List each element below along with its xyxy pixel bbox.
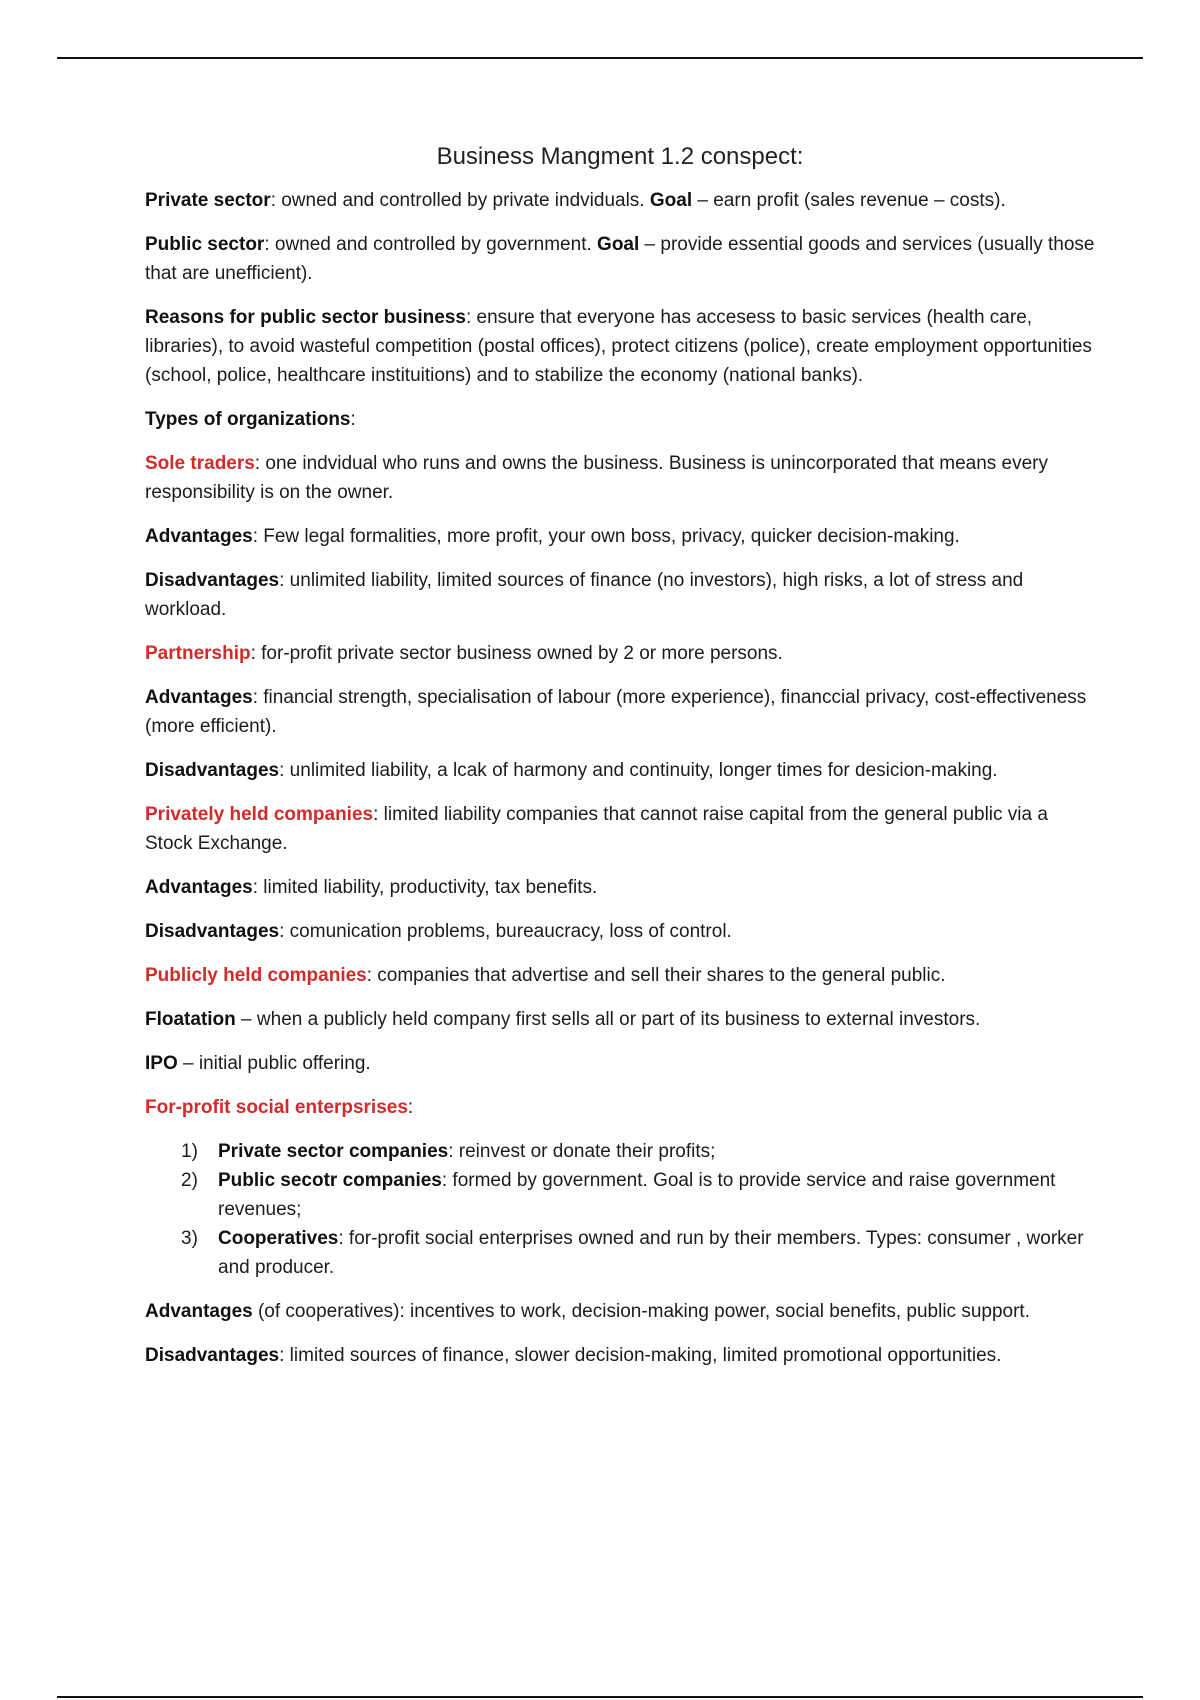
- cooperatives-disadvantages: Disadvantages: limited sources of finance, slower decision-making, limited promotional opportunities.: [145, 1345, 1002, 1366]
- public-sector-paragraph: Public sector: owned and controlled by government. Goal – provide essential goods and services (usually those that are unefficient).: [145, 234, 1095, 284]
- bottom-rule: [57, 1696, 1143, 1698]
- private-sector-paragraph: Private sector: owned and controlled by private indviduals. Goal – earn profit (sales revenue – costs).: [145, 190, 1006, 211]
- partnership-advantages: Advantages: financial strength, specialisation of labour (more experience), financcial privacy, cost-effectiveness (more efficient).: [145, 687, 1087, 737]
- social-enterprises-list: [145, 1137, 1095, 1282]
- publicly-held-paragraph: Publicly held companies: companies that advertise and sell their shares to the general public.: [145, 965, 946, 986]
- page-title: Business Mangment 1.2 conspect:: [436, 143, 804, 170]
- reasons-paragraph: Reasons for public sector business: ensure that everyone has accesess to basic services (health care, libraries), to avoid wasteful competition (postal offices), protect citizens (police), create employment opportunities (school, police, healthcare instituitions) and to stabilize the economy (national banks).: [145, 307, 1092, 386]
- sole-traders-advantages: Advantages: Few legal formalities, more profit, your own boss, privacy, quicker decision-making.: [145, 526, 960, 547]
- floatation-paragraph: Floatation – when a publicly held company first sells all or part of its business to external investors.: [145, 1009, 981, 1030]
- top-rule: [57, 57, 1143, 59]
- privately-held-paragraph: Privately held companies: limited liability companies that cannot raise capital from the general public via a Stock Exchange.: [145, 804, 1048, 854]
- social-enterprises-heading: For-profit social enterpsrises:: [145, 1097, 414, 1118]
- sole-traders-disadvantages: Disadvantages: unlimited liability, limited sources of finance (no investors), high risks, a lot of stress and workload.: [145, 570, 1024, 620]
- ipo-paragraph: IPO – initial public offering.: [145, 1053, 371, 1074]
- partnership-paragraph: Partnership: for-profit private sector business owned by 2 or more persons.: [145, 643, 783, 664]
- document-body: [145, 140, 1095, 1385]
- list-item: 3) Cooperatives: for-profit social enterprises owned and run by their members. Types: consumer , worker and producer.: [181, 1228, 1084, 1278]
- list-item: 2) Public secotr companies: formed by government. Goal is to provide service and raise government revenues;: [181, 1170, 1056, 1220]
- privately-held-advantages: Advantages: limited liability, productivity, tax benefits.: [145, 877, 598, 898]
- privately-held-disadvantages: Disadvantages: comunication problems, bureaucracy, loss of control.: [145, 921, 732, 942]
- types-heading: Types of organizations:: [145, 409, 356, 430]
- list-item: 1) Private sector companies: reinvest or donate their profits;: [181, 1141, 716, 1162]
- partnership-disadvantages: Disadvantages: unlimited liability, a lcak of harmony and continuity, longer times for desicion-making.: [145, 760, 998, 781]
- cooperatives-advantages: Advantages (of cooperatives): incentives to work, decision-making power, social benefits, public support.: [145, 1301, 1030, 1322]
- sole-traders-paragraph: Sole traders: one indvidual who runs and owns the business. Business is unincorporated that means every responsibility is on the owner.: [145, 453, 1049, 503]
